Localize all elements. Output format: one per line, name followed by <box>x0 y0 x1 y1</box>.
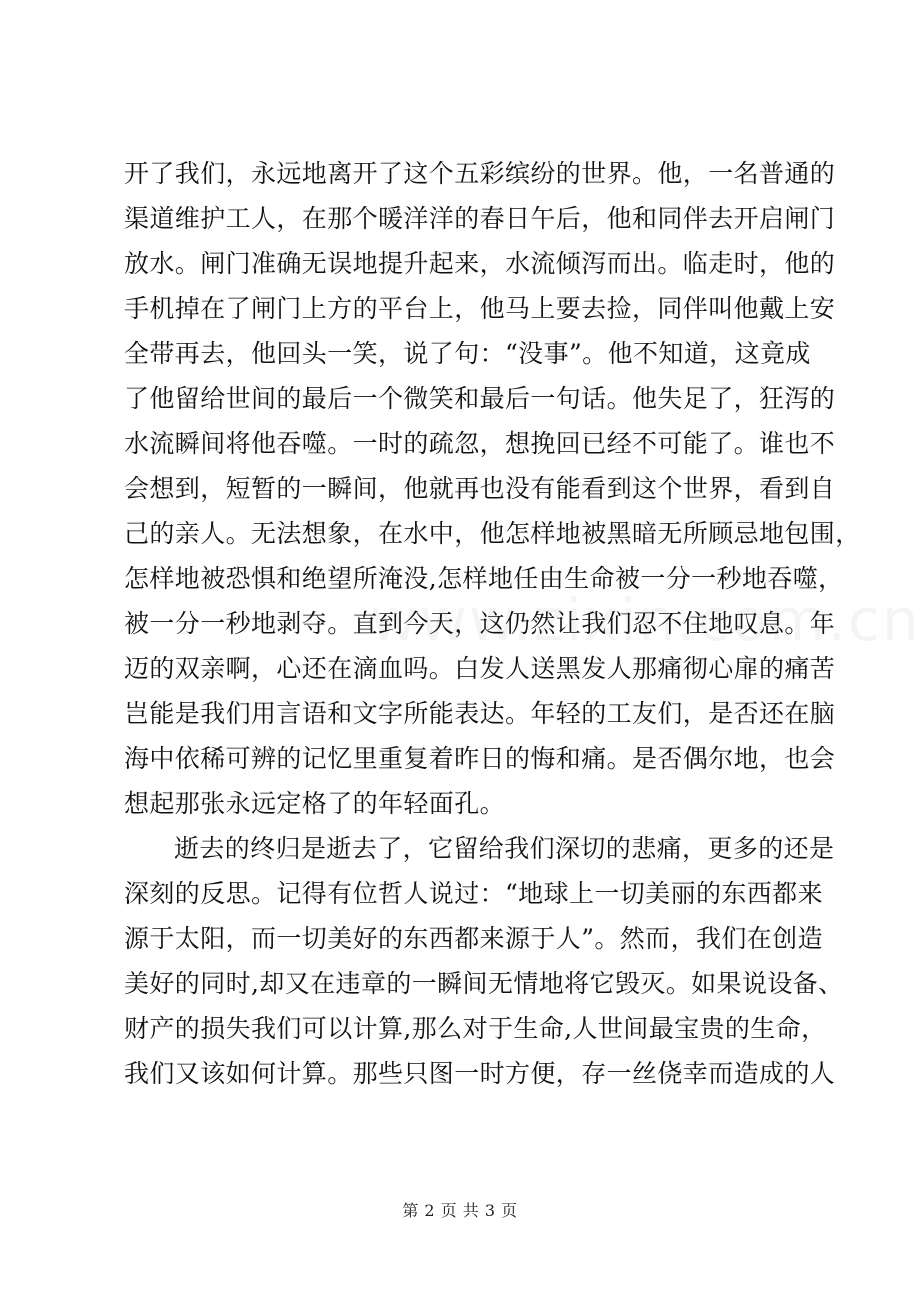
text-line: 源于太阳，而一切美好的东西都来源于人”。然而，我们在创造 <box>124 924 823 953</box>
text-line: 被一分一秒地剥夺。直到今天，这仍然让我们忍不住地叹息。年 <box>124 609 836 638</box>
text-line: 手机掉在了闸门上方的平台上，他马上要去捡，同伴叫他戴上安 <box>124 294 836 323</box>
text-line: 想起那张永远定格了的年轻面孔。 <box>124 789 506 818</box>
text-line: 迈的双亲啊，心还在滴血吗。白发人送黑发人那痛彻心扉的痛苦 <box>124 654 836 683</box>
text-line: 逝去的终归是逝去了，它留给我们深切的悲痛，更多的还是 <box>174 834 835 863</box>
text-line: 开了我们，永远地离开了这个五彩缤纷的世界。他，一名普通的 <box>124 159 836 188</box>
text-line: 我们又该如何计算。那些只图一时方便，存一丝侥幸而造成的人 <box>124 1059 836 1088</box>
text-line: 海中依稀可辨的记忆里重复着昨日的悔和痛。是否偶尔地，也会 <box>124 744 836 773</box>
text-line: 深刻的反思。记得有位哲人说过：“地球上一切美丽的东西都来 <box>124 879 823 908</box>
text-line: 财产的损失我们可以计算,那么对于生命,人世间最宝贵的生命， <box>124 1014 827 1043</box>
text-line: 水流瞬间将他吞噬。一时的疏忽，想挽回已经不可能了。谁也不 <box>124 429 836 458</box>
body-text <box>124 151 861 1096</box>
text-line: 己的亲人。无法想象，在水中，他怎样地被黑暗无所顾忌地包围， <box>124 519 861 548</box>
text-line: 会想到，短暂的一瞬间，他就再也没有能看到这个世界，看到自 <box>124 474 836 503</box>
text-line: 放水。闸门准确无误地提升起来，水流倾泻而出。临走时，他的 <box>124 249 836 278</box>
page-footer: 第 2 页 共 3 页 <box>402 1201 518 1220</box>
text-line: 全带再去，他回头一笑，说了句：“没事”。他不知道，这竟成 <box>124 339 811 368</box>
text-line: 美好的同时,却又在违章的一瞬间无情地将它毁灭。如果说设备、 <box>124 969 844 998</box>
text-line: 怎样地被恐惧和绝望所淹没,怎样地任由生命被一分一秒地吞噬， <box>124 564 844 593</box>
text-line: 了他留给世间的最后一个微笑和最后一句话。他失足了，狂泻的 <box>124 384 836 413</box>
text-line: 渠道维护工人，在那个暖洋洋的春日午后，他和同伴去开启闸门 <box>124 204 836 233</box>
text-line: 岂能是我们用言语和文字所能表达。年轻的工友们，是否还在脑 <box>124 699 836 728</box>
